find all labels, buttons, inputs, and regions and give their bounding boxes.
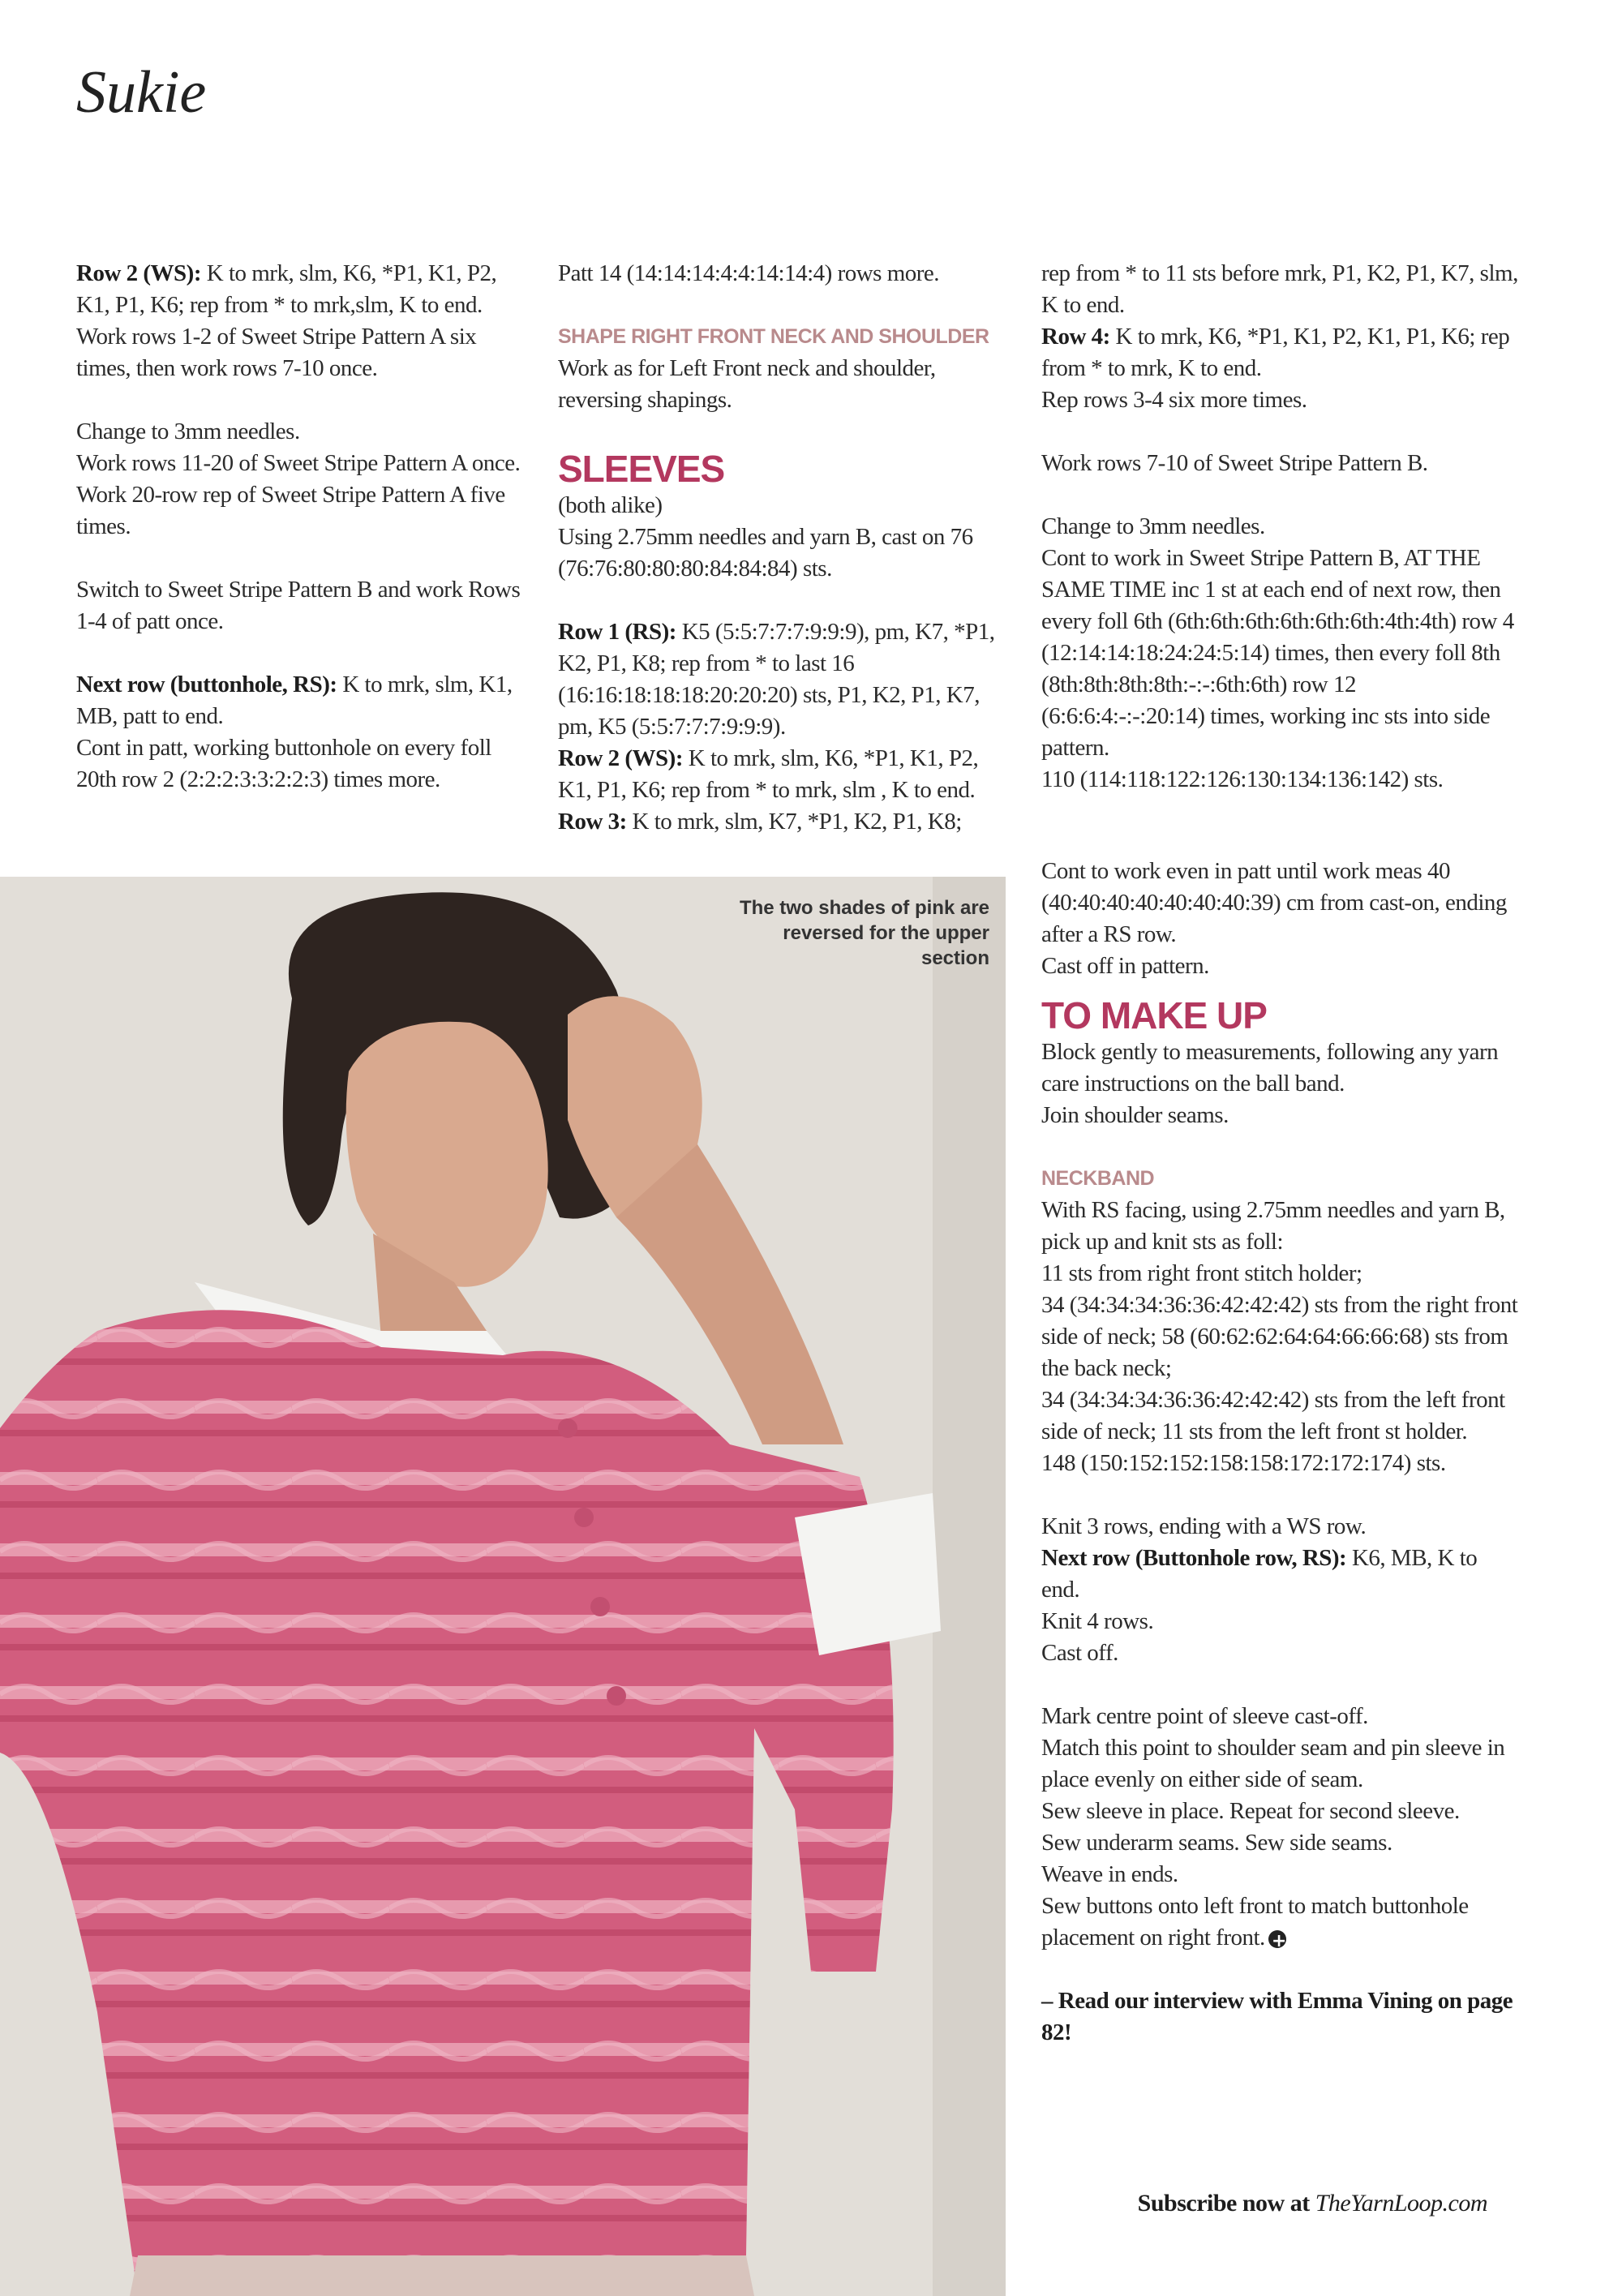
paragraph: Row 4: K to mrk, K6, *P1, K1, P2, K1, P1, K6; rep from * to mrk, K to end. — [1041, 324, 1510, 381]
paragraph: Match this point to shoulder seam and pin sleeve in place evenly on either side of seam. — [1041, 1735, 1505, 1792]
paragraph: Work rows 7-10 of Sweet Stripe Pattern B. — [1041, 450, 1428, 476]
paragraph: 148 (150:152:152:158:158:172:172:174) sts. — [1041, 1450, 1446, 1476]
paragraph: Row 3: K to mrk, slm, K7, *P1, K2, P1, K8; — [558, 809, 962, 835]
photo-caption: The two shades of pink are reversed for the upper section — [739, 897, 989, 969]
section-heading-sleeves: SLEEVES — [558, 448, 725, 490]
paragraph: Knit 3 rows, ending with a WS row. — [1041, 1513, 1367, 1539]
paragraph: (both alike) — [558, 492, 663, 518]
paragraph: Cont to work even in patt until work meas 40 (40:40:40:40:40:40:40:39) cm from cast-on, ending after a RS row. — [1041, 858, 1507, 947]
paragraph: Join shoulder seams. — [1041, 1102, 1229, 1128]
section-subheading: SHAPE RIGHT FRONT NECK AND SHOULDER — [558, 325, 989, 348]
paragraph: Sew underarm seams. Sew side seams. — [1041, 1830, 1392, 1856]
column-2 — [558, 258, 1012, 838]
paragraph: Switch to Sweet Stripe Pattern B and work Rows 1-4 of patt once. — [76, 577, 521, 634]
paragraph: Sew sleeve in place. Repeat for second sleeve. — [1041, 1798, 1460, 1824]
paragraph: Cont in patt, working buttonhole on every foll 20th row 2 (2:2:2:3:3:2:2:3) times more. — [76, 735, 491, 792]
page-title: Sukie — [76, 59, 207, 126]
paragraph: Using 2.75mm needles and yarn B, cast on 76 (76:76:80:80:80:84:84:84) sts. — [558, 524, 973, 582]
paragraph: Mark centre point of sleeve cast-off. — [1041, 1703, 1368, 1729]
footer-site-link[interactable]: TheYarnLoop.com — [1315, 2190, 1487, 2217]
paragraph: Rep rows 3-4 six more times. — [1041, 387, 1307, 413]
column-3-top — [1041, 258, 1520, 827]
footer-subscribe: Subscribe now at TheYarnLoop.com — [1137, 2190, 1487, 2217]
paragraph: Patt 14 (14:14:14:4:4:14:14:4) rows more. — [558, 260, 940, 286]
sweater-photo-illustration — [0, 877, 1006, 2296]
paragraph: Work 20-row rep of Sweet Stripe Pattern A five times. — [76, 482, 505, 539]
paragraph: Cont to work in Sweet Stripe Pattern B, AT THE SAME TIME inc 1 st at each end of next row, then every foll 6th (6th:6th:6th:6th:6th:6th:4th:4th) row 4 (12:14:14:18:24:24:5:14) times, then every foll 8th (8th:8th:8th:8th:-:-:6th:6th) row 12 (6:6:6:4:-:-:20:14) times, working inc sts into side pattern. — [1041, 545, 1514, 761]
paragraph: Row 2 (WS): K to mrk, slm, K6, *P1, K1, P2, K1, P1, K6; rep from * to mrk,slm, K to end. Work rows 1-2 of Sweet Stripe Pattern A six times, then work rows 7-10 once. — [76, 260, 497, 381]
model-photo — [0, 877, 1006, 2296]
paragraph: Work as for Left Front neck and shoulder, reversing shapings. — [558, 355, 936, 413]
column-3-bottom — [1041, 856, 1520, 2080]
paragraph: Row 1 (RS): K5 (5:5:7:7:7:9:9:9), pm, K7, *P1, K2, P1, K8; rep from * to last 16 (16:16:18:18:18:20:20:20) sts, P1, K2, P1, K7, pm, K5 (5:5:7:7:7:9:9:9). — [558, 619, 995, 740]
paragraph: Change to 3mm needles. — [1041, 513, 1265, 539]
section-heading-make-up: TO MAKE UP — [1041, 994, 1267, 1036]
paragraph: With RS facing, using 2.75mm needles and yarn B, pick up and knit sts as foll: — [1041, 1197, 1505, 1255]
end-mark-icon — [1268, 1930, 1286, 1948]
paragraph: Change to 3mm needles. — [76, 418, 300, 444]
paragraph: Row 2 (WS): K to mrk, slm, K6, *P1, K1, P2, K1, P1, K6; rep from * to mrk, slm , K to end. — [558, 745, 979, 803]
paragraph: rep from * to 11 sts before mrk, P1, K2, P1, K7, slm, K to end. — [1041, 260, 1518, 318]
paragraph: Knit 4 rows. — [1041, 1608, 1154, 1634]
paragraph: 34 (34:34:34:36:36:42:42:42) sts from the left front side of neck; 11 sts from the left front st holder. — [1041, 1387, 1505, 1444]
paragraph: Next row (Buttonhole row, RS): K6, MB, K to end. — [1041, 1545, 1478, 1603]
paragraph: 110 (114:118:122:126:130:134:136:142) sts. — [1041, 766, 1444, 792]
paragraph: Next row (buttonhole, RS): K to mrk, slm, K1, MB, patt to end. — [76, 672, 513, 729]
paragraph: Weave in ends. — [1041, 1861, 1178, 1887]
paragraph: 34 (34:34:34:36:36:42:42:42) sts from the right front side of neck; 58 (60:62:62:64:64:66:66:68) sts from the back neck; — [1041, 1292, 1518, 1381]
paragraph: Block gently to measurements, following any yarn care instructions on the ball band. — [1041, 1039, 1499, 1097]
paragraph: Sew buttons onto left front to match buttonhole placement on right front.+ — [1041, 1890, 1520, 1954]
paragraph: Cast off. — [1041, 1640, 1118, 1666]
paragraph: Cast off in pattern. — [1041, 953, 1209, 979]
paragraph: 11 sts from right front stitch holder; — [1041, 1260, 1362, 1286]
section-subheading-neckband: NECKBAND — [1041, 1167, 1155, 1190]
paragraph: – Read our interview with Emma Vining on page 82! — [1041, 1988, 1513, 2045]
column-1 — [76, 258, 530, 796]
paragraph: Work rows 11-20 of Sweet Stripe Pattern A once. — [76, 450, 521, 476]
